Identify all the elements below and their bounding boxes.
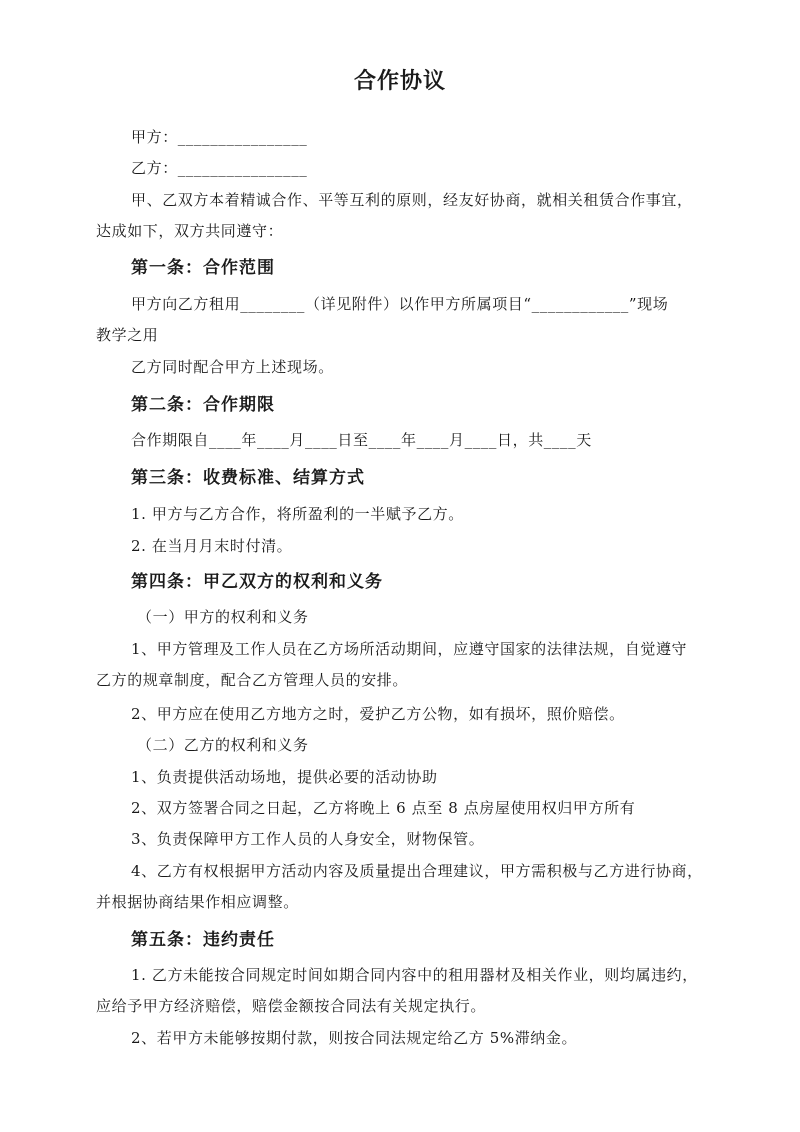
article-4-subheading-b: （二）乙方的权利和义务 xyxy=(137,736,309,754)
article-4-b-item-4-line-1: 4、乙方有权根据甲方活动内容及质量提出合理建议，甲方需积极与乙方进行协商， xyxy=(131,862,703,880)
article-2-heading: 第二条：合作期限 xyxy=(131,395,275,415)
article-3-heading: 第三条：收费标准、结算方式 xyxy=(131,468,365,488)
article-5-item-2: 2、若甲方未能够按期付款，则按合同法规定给乙方 5%滞纳金。 xyxy=(131,1029,578,1047)
article-4-heading: 第四条：甲乙双方的权利和义务 xyxy=(131,572,383,592)
article-3-item-2: 2. 在当月月末时付清。 xyxy=(131,537,293,555)
article-5-item-1-line-1: 1. 乙方未能按合同规定时间如期合同内容中的租用器材及相关作业，则均属违约， xyxy=(131,966,698,984)
intro-paragraph-line-2: 达成如下，双方共同遵守： xyxy=(96,222,284,240)
intro-paragraph-line-1: 甲、乙双方本着精诚合作、平等互利的原则，经友好协商，就相关租赁合作事宜， xyxy=(131,191,693,209)
article-4-b-item-3: 3、负责保障甲方工作人员的人身安全，财物保管。 xyxy=(131,830,485,848)
article-3-item-1: 1. 甲方与乙方合作，将所盈利的一半赋予乙方。 xyxy=(131,505,464,523)
party-a-line: 甲方：________________ xyxy=(131,128,308,146)
article-4-b-item-1: 1、负责提供活动场地，提供必要的活动协助 xyxy=(131,768,438,786)
article-4-a-item-2: 2、甲方应在使用乙方地方之时，爱护乙方公物，如有损坏，照价赔偿。 xyxy=(131,705,625,723)
article-1-paragraph-1-line-2: 教学之用 xyxy=(96,326,159,344)
article-4-a-item-1-line-2: 乙方的规章制度，配合乙方管理人员的安排。 xyxy=(96,671,409,689)
party-b-line: 乙方：________________ xyxy=(131,159,308,177)
article-4-subheading-a: （一）甲方的权利和义务 xyxy=(137,608,309,626)
article-4-a-item-1-line-1: 1、甲方管理及工作人员在乙方场所活动期间，应遵守国家的法律法规，自觉遵守 xyxy=(131,640,688,658)
article-4-b-item-2: 2、双方签署合同之日起，乙方将晚上 6 点至 8 点房屋使用权归甲方所有 xyxy=(131,799,636,817)
article-4-b-item-4-line-2: 并根据协商结果作相应调整。 xyxy=(96,893,299,911)
article-1-paragraph-2: 乙方同时配合甲方上述现场。 xyxy=(131,358,334,376)
article-1-paragraph-1-line-1: 甲方向乙方租用________（详见附件）以作甲方所属项目“____________”现场 xyxy=(131,295,669,313)
article-5-item-1-line-2: 应给予甲方经济赔偿，赔偿金额按合同法有关规定执行。 xyxy=(96,997,487,1015)
article-5-heading: 第五条：违约责任 xyxy=(131,930,275,950)
document-title: 合作协议 xyxy=(353,69,446,94)
article-2-paragraph-1: 合作期限自____年____月____日至____年____月____日，共____天 xyxy=(131,431,592,449)
article-1-heading: 第一条：合作范围 xyxy=(131,258,275,278)
